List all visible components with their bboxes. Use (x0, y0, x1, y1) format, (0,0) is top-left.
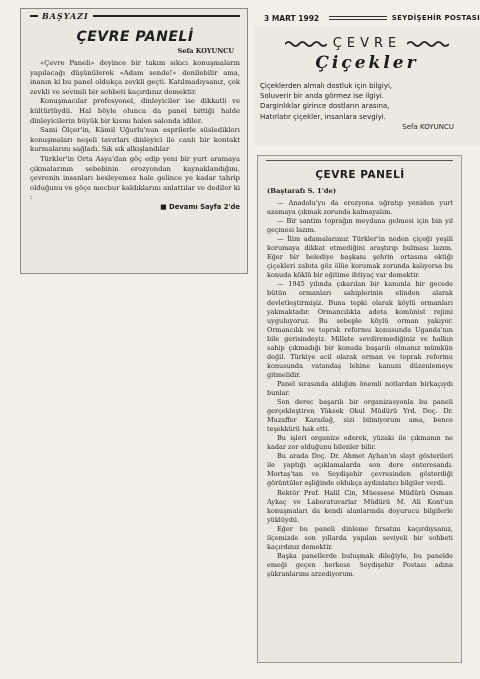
article-paragraph: Konuşmacılar profesyonel, dinleyiciler ise dikkatli ve kültürlüydü. Hal böyle olunca da panel bittiği halde dinleyicilerin büyük bir kısmı halen salonda idiler. (30, 97, 240, 125)
top-rule (266, 160, 453, 161)
poem-line: Soluverir bir anda görmez ise ilgiyi. (260, 92, 384, 101)
poem-line: Darginlıklar girince dostların arasına, (260, 102, 390, 111)
continuation-paragraph: Panel sırasında aldığım önemli notlardan birkaçıydı bunlar. (267, 379, 453, 397)
continuation-paragraph: — 1945 yılında çıkarılan bir kanunla bir gecede bütün ormanları sahiplerinin elinden alarak devletleştirmişiz. Buna tepki olarak köylü ormanları yakmaktadır. Ormancılıkta adeta komünist rejimi uyguluyoruz. Bu sebeple köylü orman yakıyor. Ormancılık ve toprak reformu konusunda Uganda'nın bile gerisindeyiz. Millete sevdiremediğiniz ve halkın sahip çıkmadığı bir konuda başarılı olmanız mümkün değil. Türkiye acil olarak orman ve toprak reformu konusunda vatandaş lehine kanuni düzenlemeye gitmelidir. (267, 280, 453, 379)
poem-line: Çiçeklerden almalı dostluk için bilgiyi, (260, 82, 393, 90)
continued-note: ■ Devamı Sayfa 2'de (160, 202, 240, 211)
wave-ornament-icon (285, 40, 327, 48)
continuation-paragraph: — Bir santim toprağın meydana gelmesi için bin yıl geçmesi lazım. (267, 217, 453, 235)
masthead-rule (329, 16, 387, 20)
continued-from: (Baştarafı S. 1'de) (267, 187, 337, 195)
continuation-paragraph: Eğer bu paneli dinleme fırsatını kaçırdıysanız, ilçemizde son yıllarda yapılan seviyeli bir sohbeti kaçırdınız demektir. (267, 524, 453, 551)
article-paragraph: Türkler'in Orta Asya'dan göç edip yeni bir yurt aramaya çıkmalarının sebebinin erozyondan kaynaklandığını, çevrenin insanları besleyemez hale gelince ye kadar tahrip olduğunu ve göçe mecbur kaldıklarını anlattılar ve dediler ki : (30, 154, 240, 202)
continuation-title: ÇEVRE PANELİ (315, 169, 405, 181)
article-body (30, 59, 240, 203)
article-paragraph: Sami Ölçer'in, Kâmil Uğurlu'nun esprilerle süslediklerı konuşmaları neşeli tavırları dinleyici ile canlı bir kontakt kurmalarını sağladı. Sık sık alkışlandılar (30, 126, 240, 154)
poem-title-top (260, 36, 474, 51)
continuation-body (267, 199, 453, 579)
poem-clipping (254, 26, 480, 146)
continuation-paragraph: Başka panellerde buluşmak dileğiyle, bu panelde emeği geçen herkese Seydişehir Postası adına şükranlarımı arzediyorum. (267, 551, 453, 578)
article-byline: Sefa KOYUNCU (177, 47, 234, 55)
continuation-paragraph: — Anadolu'yu da erozyona uğratıp yeniden yurt azamaya çıkmak zorunda kalmayalım. (267, 199, 453, 217)
wave-ornament-icon (407, 40, 449, 48)
header-rule (30, 15, 38, 17)
newspaper-name: SEYDİŞEHİR POSTASI (391, 14, 480, 22)
poem-line: Hatırlatır çiçekler, insanlara sevgiyi. (260, 112, 386, 121)
section-label: BAŞYAZI (42, 11, 89, 21)
continuation-clipping (257, 155, 462, 663)
article-paragraph: «Çevre Paneli» deyince bir takım sıkıcı konuşmaların yapılacağı düşünülerek «Adam sende!» denilebilir ama, inanın ki bu panel oldukça zevkli geçti. Katılmadıysanız, çok zevkli ve sevimli bir sohbeti kaçırdınız demektir. (30, 59, 240, 96)
poem-author: Sefa KOYUNCU (402, 122, 454, 131)
article-title: ÇEVRE PANELİ (76, 29, 194, 45)
poem-title-top-text: ÇEVRE (332, 36, 402, 51)
issue-date: 3 MART 1992 (264, 13, 320, 23)
continuation-paragraph: Rektör Prof. Halil Cin, Müessese Müdürü Osman Aykaç ve Laboratuvarlar Müdürü M. Ali Kont'un konuşmaları da kendi alanlarında doyurucu bilgilerle yüklüydü. (267, 488, 453, 524)
poem-title: Çiçekler (315, 53, 419, 73)
continuation-paragraph: Son derec başarılı bir organizasyonla bu paneli gerçekleştiren Yüksek Okul Müdürü Yrd. Doç. Dr. Muzaffer Karadağ, sizi bilmiyorum ama, bence teşekkürü hak etti. (267, 398, 453, 434)
continuation-paragraph: — İlim adamalarımız Türkler'in neden çiçeği yeşili korumaya dikkat etmediğini araştırıp bulması lazım. Eğer bir belediye başkanı şehrin ortasına ektiği çiçekleri zabıta göz ölüe korumak zorunda kalıyorsa bu konuda köklü bir eğitime ihtiyaç var demektir. (267, 235, 453, 280)
header-rule (93, 15, 240, 17)
left-article-clipping (20, 8, 248, 274)
continuation-paragraph: Bu işleri organize ederek, yüzakı ile çıkmanın ne kadar zor olduğunu bilenler bilir. (267, 434, 453, 452)
poem-verse (260, 81, 474, 132)
newspaper-masthead (262, 10, 480, 26)
section-header (30, 11, 240, 21)
continuation-paragraph: Bu arada Doç. Dr. Ahmet Ayhan'ın slayt gösterileri ile yaptığı açıklamalarda son dere enteresandı. Mortaş'tan ve Seydişehir çevresinden gösterdiği görüntüler eşliğinde oldukça aydınlatıcı bilgiler verdi. (267, 452, 453, 488)
